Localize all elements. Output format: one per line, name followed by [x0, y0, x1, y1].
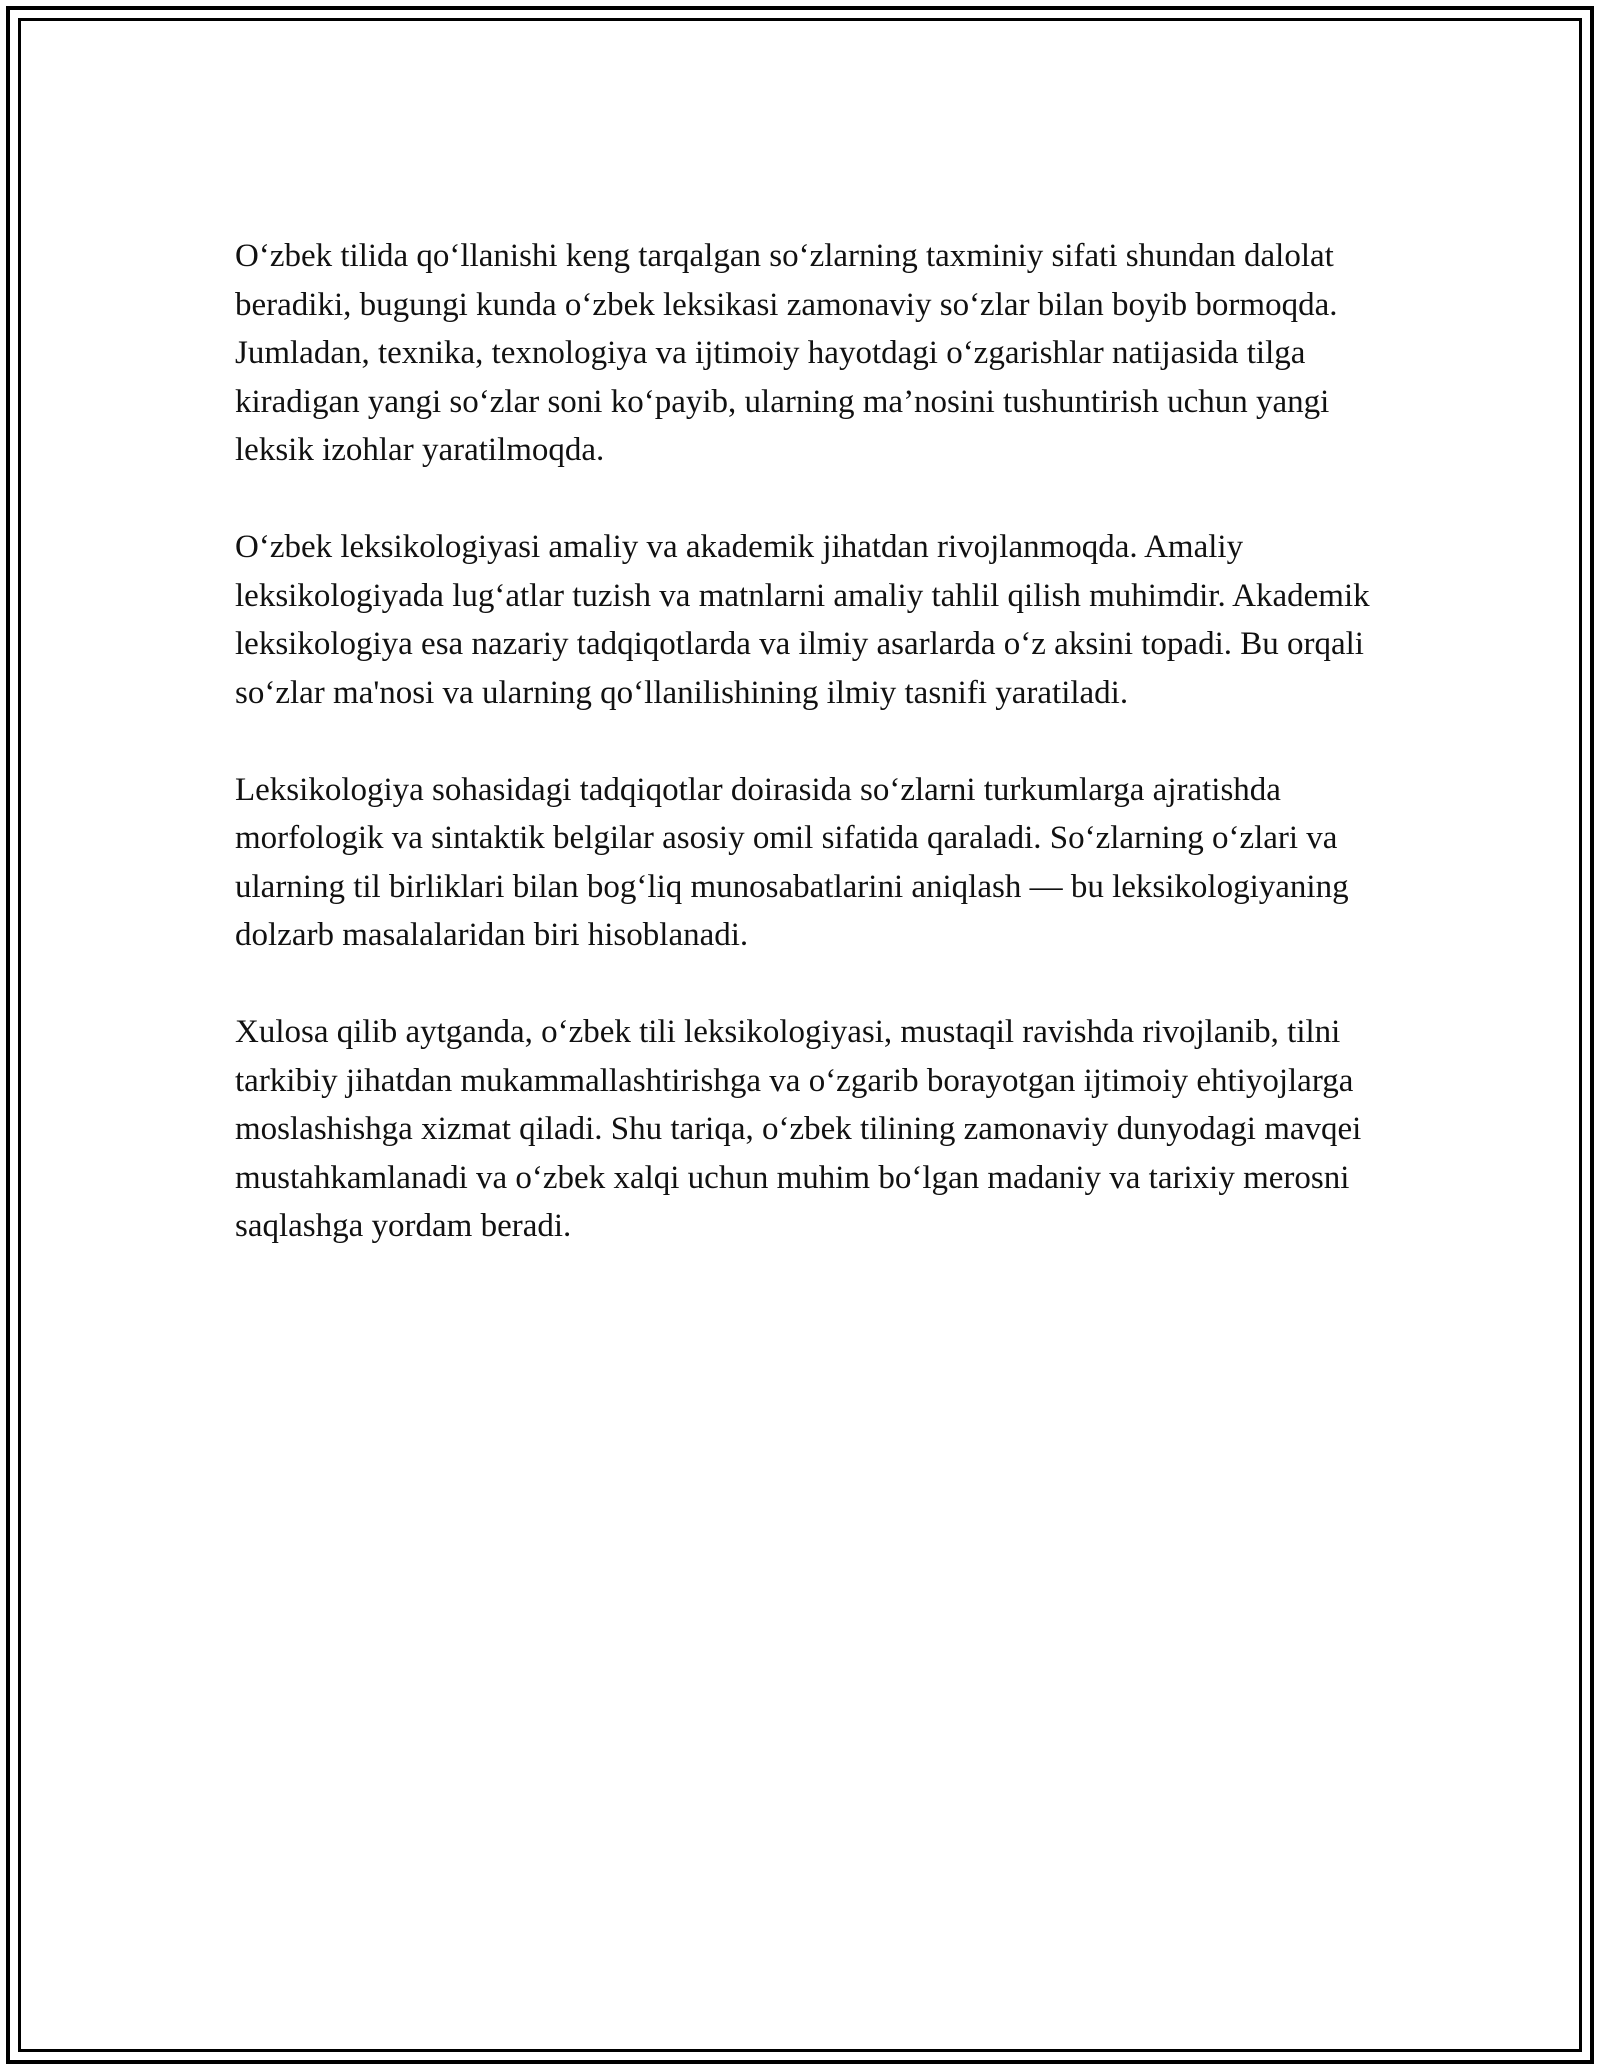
paragraph-2: O‘zbek leksikologiyasi amaliy va akademik jihatdan rivojlanmoqda. Amaliy leksikologiyada lug‘atlar tuzish va matnlarni amaliy tahlil qilish muhimdir. Akademik leksikologiya esa nazariy tadqiqotlarda va ilmiy asarlarda o‘z aksini topadi. Bu orqali so‘zlar ma'nosi va ularning qo‘llanilishining ilmiy tasnifi yaratiladi.	[235, 529, 1370, 711]
paragraph-1: O‘zbek tilida qo‘llanishi keng tarqalgan so‘zlarning taxminiy sifati shundan dalolat beradiki, bugungi kunda o‘zbek leksikasi zamonaviy so‘zlar bilan boyib bormoqda. Jumladan, texnika, texnologiya va ijtimoiy hayotdagi o‘zgarishlar natijasida tilga kiradigan yangi so‘zlar soni ko‘payib, ularning ma’nosini tushuntirish uchun yangi leksik izohlar yaratilmoqda.	[235, 238, 1338, 468]
document-body	[235, 232, 1370, 1299]
paragraph-4: Xulosa qilib aytganda, o‘zbek tili leksikologiyasi, mustaqil ravishda rivojlanib, tilni tarkibiy jihatdan mukammallashtirishga va o‘zgarib borayotgan ijtimoiy ehtiyojlarga moslashishga xizmat qiladi. Shu tariqa, o‘zbek tilining zamonaviy dunyodagi mavqei mustahkamlanadi va o‘zbek xalqi uchun muhim bo‘lgan madaniy va tarixiy merosni saqlashga yordam beradi.	[235, 1014, 1362, 1244]
paragraph-3: Leksikologiya sohasidagi tadqiqotlar doirasida so‘zlarni turkumlarga ajratishda morfologik va sintaktik belgilar asosiy omil sifatida qaraladi. So‘zlarning o‘zlari va ularning til birliklari bilan bog‘liq munosabatlarini aniqlash — bu leksikologiyaning dolzarb masalalaridan biri hisoblanadi.	[235, 771, 1349, 953]
